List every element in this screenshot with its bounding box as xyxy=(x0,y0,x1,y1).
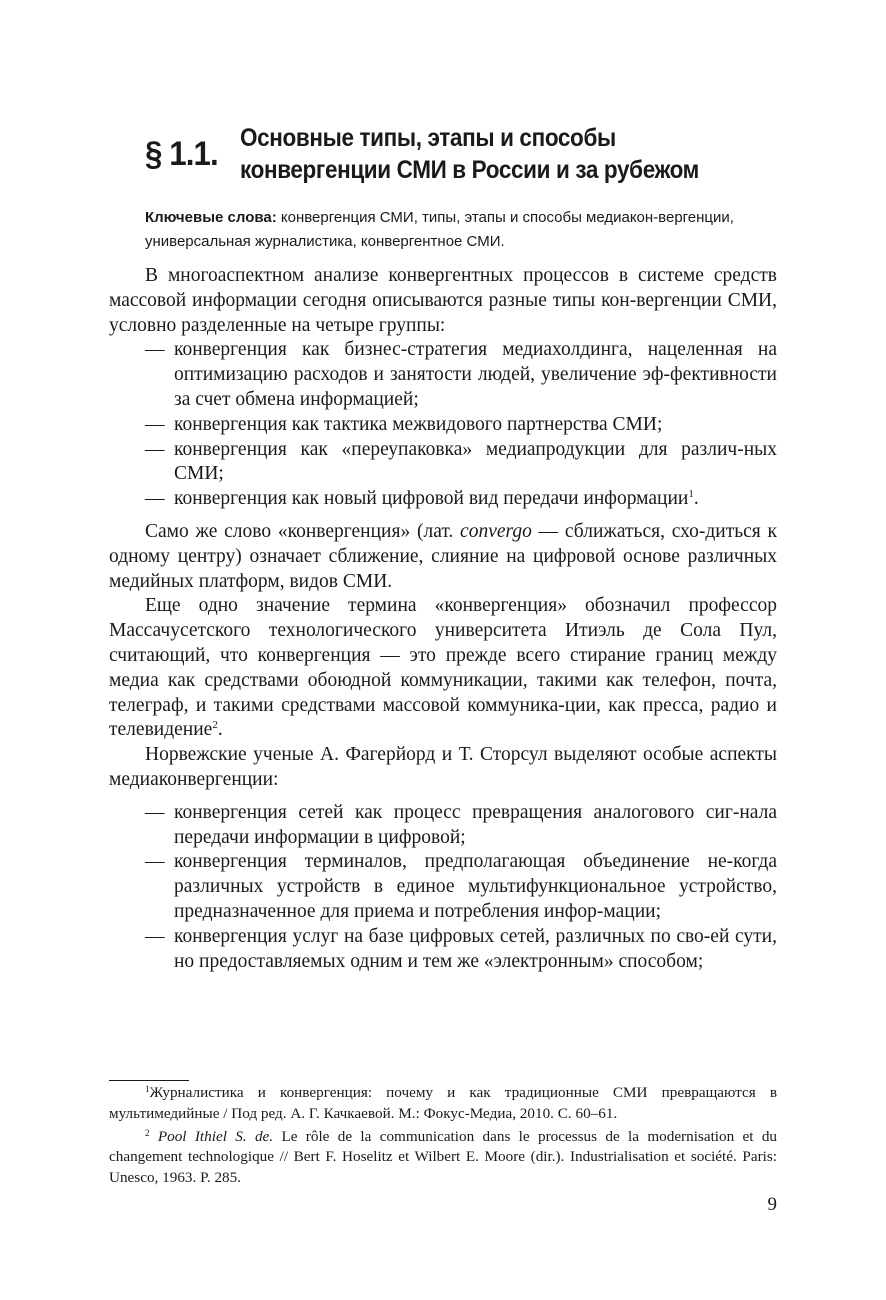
footnote-2 xyxy=(109,1127,777,1189)
list-dash: — xyxy=(145,925,165,947)
list-dash: — xyxy=(145,851,165,873)
paragraph-text: Еще одно значение термина «конвергенция» обозначил профессор Массачусетского технологического университета Итиэль де Сола Пул, считающий, что конвергенция — это прежде всего стирание границ между медиа как средствами обоюдной коммуникации, такими как телефон, почта, телеграф, и такими средствами массовой коммуника-ции, как пресса, радио и телевидение xyxy=(109,595,777,741)
list-item-text: конвергенция как «переупаковка» медиапродукции для различ-ных СМИ; xyxy=(174,438,777,485)
footnote-mark: 1 xyxy=(145,1084,150,1094)
list-item xyxy=(109,801,777,851)
list-item-text: конвергенция как бизнес-стратегия медиахолдинга, нацеленная на оптимизацию расходов и занятости людей, увеличение эф-фективности за счет обмена информацией; xyxy=(174,339,777,410)
paragraph-norwegian: Норвежские ученые А. Фагерйорд и Т. Сторсул выделяют особые аспекты медиаконвергенции: xyxy=(109,744,777,790)
list-item xyxy=(109,487,777,512)
latin-term: convergo xyxy=(460,520,532,542)
list-item xyxy=(109,850,777,924)
page-number: 9 xyxy=(767,1194,777,1215)
paragraph-convergo xyxy=(109,520,777,594)
section-title xyxy=(240,122,699,186)
list-item xyxy=(109,338,777,412)
footnote-mark: 2 xyxy=(145,1127,150,1138)
footnotes xyxy=(109,1083,777,1191)
list-dash: — xyxy=(145,488,165,510)
section-title-line-1: Основные типы, этапы и способы xyxy=(240,124,616,152)
list-dash: — xyxy=(145,339,165,361)
list-dash: — xyxy=(145,801,165,823)
keywords-label: Ключевые слова: xyxy=(145,209,277,226)
paragraph-text: Само же слово «конвергенция» (лат. xyxy=(145,520,454,542)
list-convergence-types xyxy=(109,338,777,512)
paragraph-text: — сближаться, схо-диться к одному центру) означает сближение, слияние на цифровой основе различных медийных платформ, видов СМИ. xyxy=(109,520,777,592)
list-item xyxy=(109,413,777,438)
footnote-author: Pool Ithiel S. de. xyxy=(157,1127,274,1145)
section-title-line-2: конвергенции СМИ в России и за рубежом xyxy=(240,156,699,184)
list-item-text: конвергенция сетей как процесс превращения аналогового сиг-нала передачи информации в цифровой; xyxy=(174,801,777,848)
list-dash: — xyxy=(145,438,165,460)
list-dash: — xyxy=(145,413,165,435)
list-item-end: . xyxy=(693,488,699,510)
footnote-text: Журналистика и конвергенция: почему и как традиционные СМИ превращаются в мультимедийные / Под ред. А. Г. Качкаевой. М.: Фокус-Медиа, 2010. С. 60–61. xyxy=(109,1084,777,1122)
list-item xyxy=(109,925,777,975)
list-item-text: конвергенция как тактика межвидового партнерства СМИ; xyxy=(174,413,663,435)
keywords-block xyxy=(145,206,785,254)
paragraph-de-sola-pool xyxy=(109,594,777,743)
paragraph-intro: В многоаспектном анализе конвергентных процессов в системе средств массовой информации сегодня описываются разные типы кон-вергенции СМИ, условно разделенные на четыре группы: xyxy=(109,265,777,336)
section-heading xyxy=(145,122,750,186)
list-item-text: конвергенция услуг на базе цифровых сетей, различных по сво-ей сути, но предоставляемых одним и тем же «электронным» способом; xyxy=(174,925,777,972)
footnote-ref-1[interactable]: 1 xyxy=(688,488,694,501)
list-item-text: конвергенция как новый цифровой вид передачи информации xyxy=(174,488,689,510)
footnote-ref-2[interactable]: 2 xyxy=(212,719,218,732)
list-convergence-aspects xyxy=(109,801,777,975)
list-item xyxy=(109,438,777,488)
section-number: § 1.1. xyxy=(145,134,218,173)
paragraph-end: . xyxy=(217,719,223,741)
body-text xyxy=(109,264,777,974)
keywords-text: конвергенция СМИ, типы, этапы и способы медиакон-вергенции, универсальная журналистика, конвергентное СМИ. xyxy=(145,209,734,250)
footnote-divider xyxy=(109,1080,189,1081)
footnote-1 xyxy=(109,1083,777,1125)
footnote-text: Le rôle de la communication dans le processus de la modernisation et du changement technologique // Bert F. Hoselitz et Wilbert E. Moore (dir.). Industrialisation et société. Paris: Unesco, 1963. P. 285. xyxy=(109,1127,778,1187)
list-item-text: конвергенция терминалов, предполагающая объединение не-когда различных устройств в единое мультифункциональное устройство, предназначенное для приема и потребления инфор-мации; xyxy=(174,851,777,922)
